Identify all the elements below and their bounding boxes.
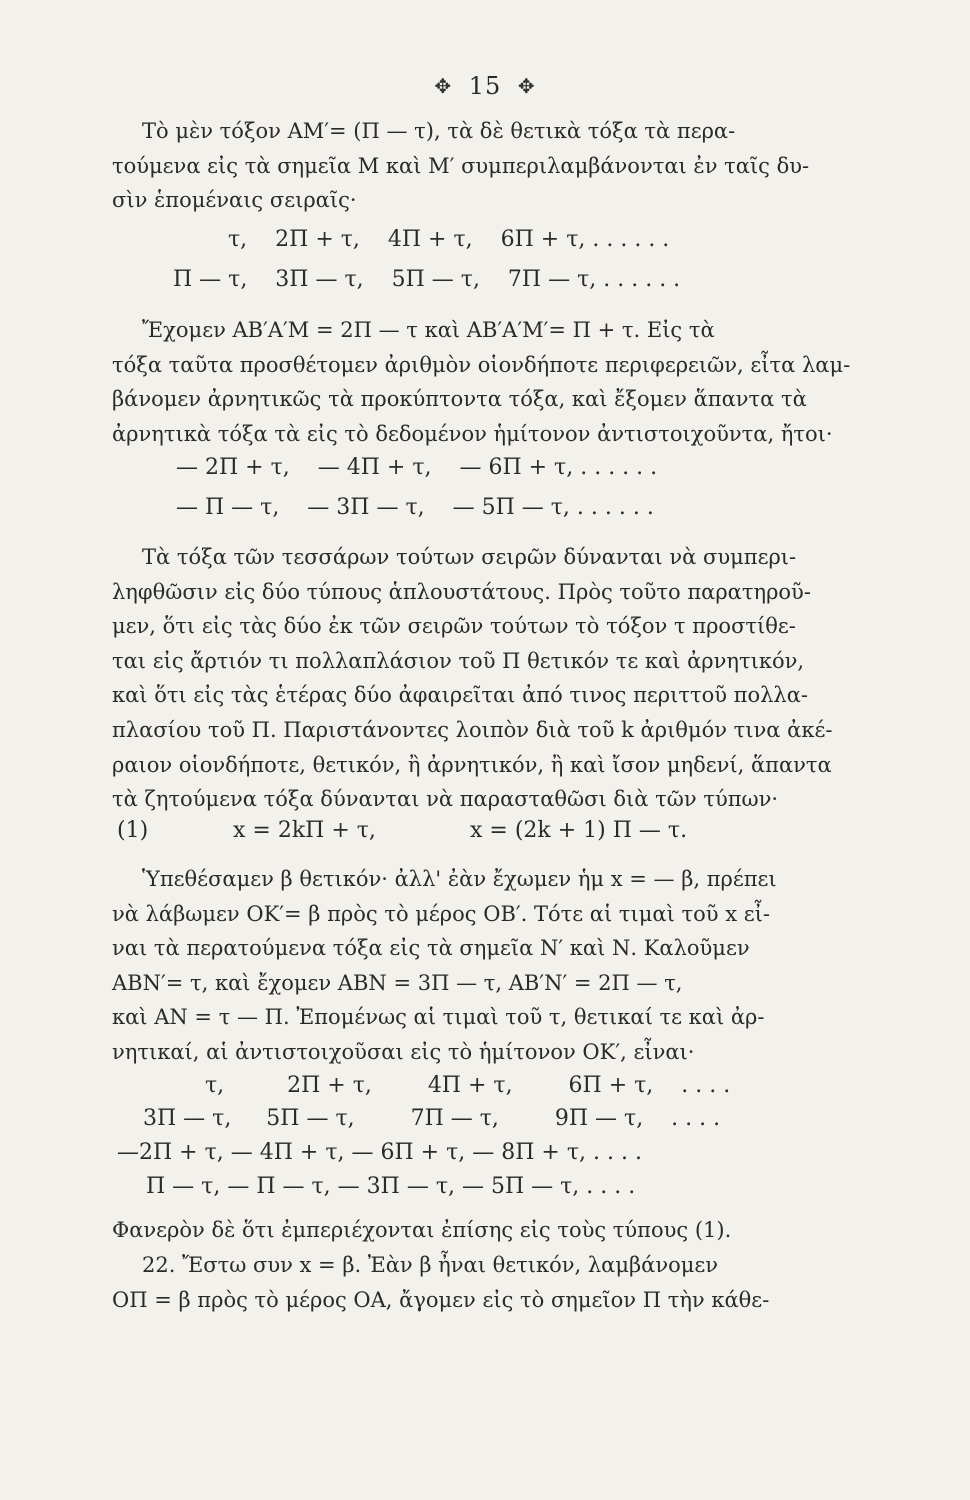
paragraph-4: [112, 862, 780, 1070]
text-line: βάνομεν ἀρνητικῶς τὰ προκύπτοντα τόξα, καὶ ἔξομεν ἅπαντα τὰ: [112, 387, 807, 412]
paragraph-1: [112, 114, 810, 218]
text-line: Τὰ τόξα τῶν τεσσάρων τούτων σειρῶν δύνανται νὰ συμπερι-: [142, 545, 797, 569]
text-line: τὰ ζητούμενα τόξα δύνανται νὰ παρασταθῶσι διὰ τῶν τύπων·: [112, 787, 779, 812]
series-line: Π — τ, — Π — τ, — 3Π — τ, — 5Π — τ, . . . .: [146, 1174, 636, 1199]
text-line: τόξα ταῦτα προσθέτομεν ἀριθμὸν οἱονδήποτε περιφερειῶν, εἶτα λαμ-: [112, 352, 851, 377]
text-line: νὰ λάβωμεν ΟΚ′= β πρὸς τὸ μέρος ΟΒ′. Τότε αἱ τιμαὶ τοῦ x εἶ-: [112, 901, 770, 926]
text-line: Ἔχομεν ΑΒ′Α′Μ = 2Π — τ καὶ ΑΒ′Α′Μ′= Π + τ. Εἰς τὰ: [142, 318, 715, 342]
formula-label: (1): [117, 818, 149, 843]
text-line: ραιον οἱονδήποτε, θετικόν, ἢ ἀρνητικόν, ἢ καὶ ἴσον μηδενί, ἅπαντα: [112, 752, 832, 777]
text-line: ΟΠ = β πρὸς τὸ μέρος ΟΑ, ἄγομεν εἰς τὸ σημεῖον Π τὴν κάθε-: [112, 1287, 770, 1312]
text-line: 22. Ἔστω συν x = β. Ἐὰν β ἦναι θετικόν, λαμβάνομεν: [142, 1253, 719, 1277]
paragraph-5: [112, 1213, 780, 1248]
paragraph-2: [112, 313, 851, 451]
text-line: ναι τὰ περατούμενα τόξα εἰς τὰ σημεῖα Ν′ καὶ Ν. Καλοῦμεν: [112, 936, 750, 961]
text-line: καὶ ΑΝ = τ — Π. Ἐπομένως αἱ τιμαὶ τοῦ τ, θετικαί τε καὶ ἀρ-: [112, 1005, 765, 1030]
text-line: ΑΒΝ′= τ, καὶ ἔχομεν ΑΒΝ = 3Π — τ, ΑΒ′Ν′ = 2Π — τ,: [112, 970, 683, 995]
text-line: νητικαί, αἱ ἀντιστοιχοῦσαι εἰς τὸ ἡμίτονον ΟΚ′, εἶναι·: [112, 1039, 695, 1064]
text-line: ται εἰς ἄρτιόν τι πολλαπλάσιον τοῦ Π θετικόν τε καὶ ἀρνητικόν,: [112, 648, 805, 673]
text-line: μεν, ὅτι εἰς τὰς δύο ἐκ τῶν σειρῶν τούτων τὸ τόξον τ προστίθε-: [112, 614, 796, 639]
text-line: Φανερὸν δὲ ὅτι ἐμπεριέχονται ἐπίσης εἰς τοὺς τύπους (1).: [112, 1218, 732, 1242]
ornament-left-icon: ✥: [434, 73, 453, 98]
text-line: σὶν ἑπομέναις σειραῖς·: [112, 188, 357, 213]
series-line: τ, 2Π + τ, 4Π + τ, 6Π + τ, . . . . . .: [228, 227, 670, 252]
series-line: —2Π + τ, — 4Π + τ, — 6Π + τ, — 8Π + τ, . . . .: [117, 1140, 642, 1165]
paragraph-6: [112, 1248, 780, 1317]
formula-left: x = 2kΠ + τ,: [233, 818, 376, 843]
text-line: Τὸ μὲν τόξον ΑΜ′= (Π — τ), τὰ δὲ θετικὰ τόξα τὰ περα-: [142, 119, 736, 143]
paragraph-3: [112, 540, 833, 817]
text-line: ληφθῶσιν εἰς δύο τύπους ἁπλουστάτους. Πρὸς τοῦτο παρατηροῦ-: [112, 579, 811, 604]
series-line: — Π — τ, — 3Π — τ, — 5Π — τ, . . . . . .: [176, 495, 654, 520]
text-line: τούμενα εἰς τὰ σημεῖα Μ καὶ Μ′ συμπεριλαμβάνονται ἐν ταῖς δυ-: [112, 153, 810, 178]
text-line: καὶ ὅτι εἰς τὰς ἑτέρας δύο ἀφαιρεῖται ἀπό τινος περιττοῦ πολλα-: [112, 683, 809, 708]
ornament-right-icon: ✥: [517, 73, 536, 98]
formula-right: x = (2k + 1) Π — τ.: [470, 818, 688, 843]
series-line: τ, 2Π + τ, 4Π + τ, 6Π + τ, . . . .: [205, 1073, 731, 1098]
text-line: ἀρνητικὰ τόξα τὰ εἰς τὸ δεδομένον ἡμίτονον ἀντιστοιχοῦντα, ἤτοι·: [112, 421, 833, 446]
text-line: Ὑπεθέσαμεν β θετικόν· ἀλλ' ἐὰν ἔχωμεν ἡμ x = — β, πρέπει: [142, 867, 777, 891]
text-line: πλασίου τοῦ Π. Παριστάνοντες λοιπὸν διὰ τοῦ k ἀριθμόν τινα ἀκέ-: [112, 717, 833, 742]
page-number: 15: [468, 71, 502, 100]
series-line: Π — τ, 3Π — τ, 5Π — τ, 7Π — τ, . . . . . .: [173, 267, 681, 292]
page-header: [0, 70, 970, 100]
series-line: 3Π — τ, 5Π — τ, 7Π — τ, 9Π — τ, . . . .: [143, 1106, 721, 1131]
series-line: — 2Π + τ, — 4Π + τ, — 6Π + τ, . . . . . .: [176, 455, 658, 480]
